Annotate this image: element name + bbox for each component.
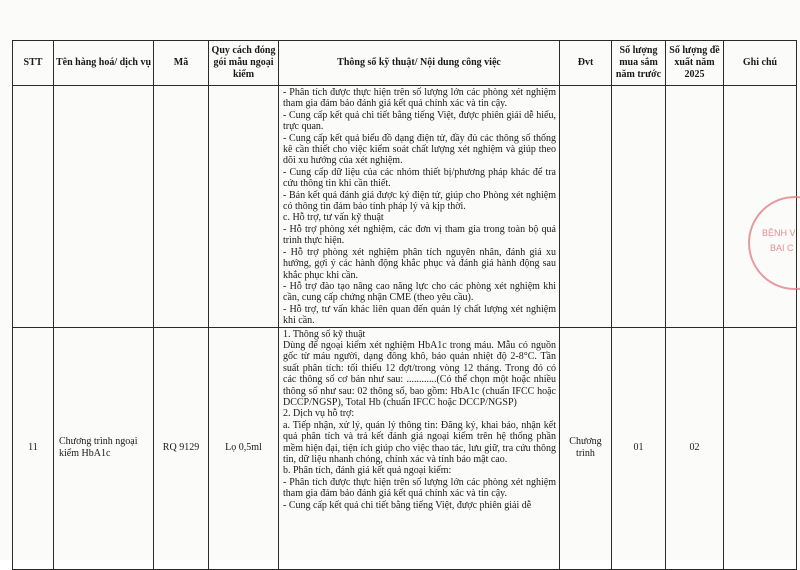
cell-stt: 11 <box>13 327 54 569</box>
specification-table <box>12 40 797 570</box>
cell-code-empty <box>154 86 209 328</box>
spec-line: a. Tiếp nhận, xử lý, quản lý thông tin: Đăng ký, khai báo, nhận kết quả phân tích và trả kết đánh giá ngoại kiểm trên hệ thống phần mềm hiện đại, tiện ích giúp cho việc thao tác, lưu giữ, tra cứu thông tin, dữ liệu nhanh chóng, chính xác và tính bảo mật cao. <box>283 419 556 465</box>
header-packaging: Quy cách đóng gói mẫu ngoại kiểm <box>209 41 279 86</box>
cell-qty-proposed: 02 <box>666 327 724 569</box>
cell-spec <box>279 327 560 569</box>
spec-line: - Cung cấp kết quả biểu đồ dạng điện tử, đầy đủ các thông số thống kê cần thiết cho việc kiểm soát chất lượng xét nghiệm và giúp theo dõi xu hướng của xét nghiệm. <box>283 132 556 167</box>
cell-unit-empty <box>560 86 612 328</box>
table-row-continued <box>13 86 797 328</box>
spec-line: 2. Dịch vụ hỗ trợ: <box>283 408 355 420</box>
spec-line: - Hỗ trợ phòng xét nghiệm, các đơn vị tham gia trong toàn bộ quá trình thực hiện. <box>283 223 556 247</box>
cell-qty-prev: 01 <box>612 327 666 569</box>
spec-line: Dùng để ngoại kiểm xét nghiệm HbA1c trong máu. Mẫu có nguồn gốc từ máu người, dạng đông khô, bảo quản nhiệt độ 2-8°C. Tần suất phân tích: tối thiểu 12 đợt/trong vòng 12 tháng. Trong đó có các thông số cơ bản như sau: ............(Có thể chọn một hoặc nhiều thông số như sau: 02 thông số, bao gồm: HbA1c (chuẩn IFCC hoặc DCCP/NGSP), Total Hb (chuẩn IFCC hoặc DCCP/NGSP) <box>283 339 556 408</box>
cell-unit: Chương trình <box>560 327 612 569</box>
spec-line: b. Phân tích, đánh giá kết quả ngoại kiểm: <box>283 465 452 477</box>
header-code: Mã <box>154 41 209 86</box>
spec-line: - Bản kết quả đánh giá được ký điện tử, giúp cho Phòng xét nghiệm có thông tin đảm bảo tính pháp lý và kịp thời. <box>283 189 556 213</box>
spec-line: - Phân tích được thực hiện trên số lượng lớn các phòng xét nghiệm tham gia đảm bảo đánh giá kết quả chính xác và tin cậy. <box>283 87 556 110</box>
stamp-text-line2: BẠI C <box>770 243 794 253</box>
header-spec: Thông số kỹ thuật/ Nội dung công việc <box>279 41 560 86</box>
cell-qty-prev-empty <box>612 86 666 328</box>
cell-packaging-empty <box>209 86 279 328</box>
table-row-item-11 <box>13 327 797 569</box>
stamp-text-line1: BỆNH V <box>762 228 796 238</box>
table-header-row <box>13 41 797 86</box>
spec-line: - Cung cấp kết quả chi tiết bằng tiếng Việt, được phiên giải dễ hiểu, trực quan. <box>283 109 556 133</box>
spec-line: - Hỗ trợ, tư vấn khác liên quan đến quản lý chất lượng xét nghiệm khi cần. <box>283 303 556 327</box>
spec-line: 1. Thông số kỹ thuật <box>283 328 366 340</box>
cell-spec-continued <box>279 86 560 328</box>
header-qty-proposed: Số lượng đề xuất năm 2025 <box>666 41 724 86</box>
cell-note <box>724 327 797 569</box>
cell-qty-proposed-empty <box>666 86 724 328</box>
header-note: Ghi chú <box>724 41 797 86</box>
cell-name: Chương trình ngoại kiểm HbA1c <box>54 327 154 569</box>
header-qty-prev: Số lượng mua sắm năm trước <box>612 41 666 86</box>
cell-name-empty <box>54 86 154 328</box>
header-unit: Đvt <box>560 41 612 86</box>
spec-line: - Cung cấp kết quả chi tiết bằng tiếng Việt, được phiên giải dễ <box>283 499 532 511</box>
spec-line: - Phân tích được thực hiện trên số lượng lớn các phòng xét nghiệm tham gia đảm bảo đánh giá kết quả chính xác và tin cậy. <box>283 476 556 500</box>
spec-line: - Hỗ trợ phòng xét nghiệm phân tích nguyên nhân, đánh giá xu hướng, gợi ý các hành động khắc phục và đánh giá hành động sau khắc phục khi cần. <box>283 246 556 281</box>
spec-line: c. Hỗ trợ, tư vấn kỹ thuật <box>283 212 384 224</box>
header-name: Tên hàng hoá/ dịch vụ <box>54 41 154 86</box>
spec-line: - Hỗ trợ đào tạo nâng cao năng lực cho các phòng xét nghiệm khi cần, cung cấp chứng nhận CME (theo yêu cầu). <box>283 280 556 304</box>
cell-code: RQ 9129 <box>154 327 209 569</box>
cell-stt-empty <box>13 86 54 328</box>
cell-packaging: Lọ 0,5ml <box>209 327 279 569</box>
spec-line: - Cung cấp dữ liệu của các nhóm thiết bị/phương pháp khác để tra cứu thông tin khi cần thiết. <box>283 166 556 190</box>
header-stt: STT <box>13 41 54 86</box>
